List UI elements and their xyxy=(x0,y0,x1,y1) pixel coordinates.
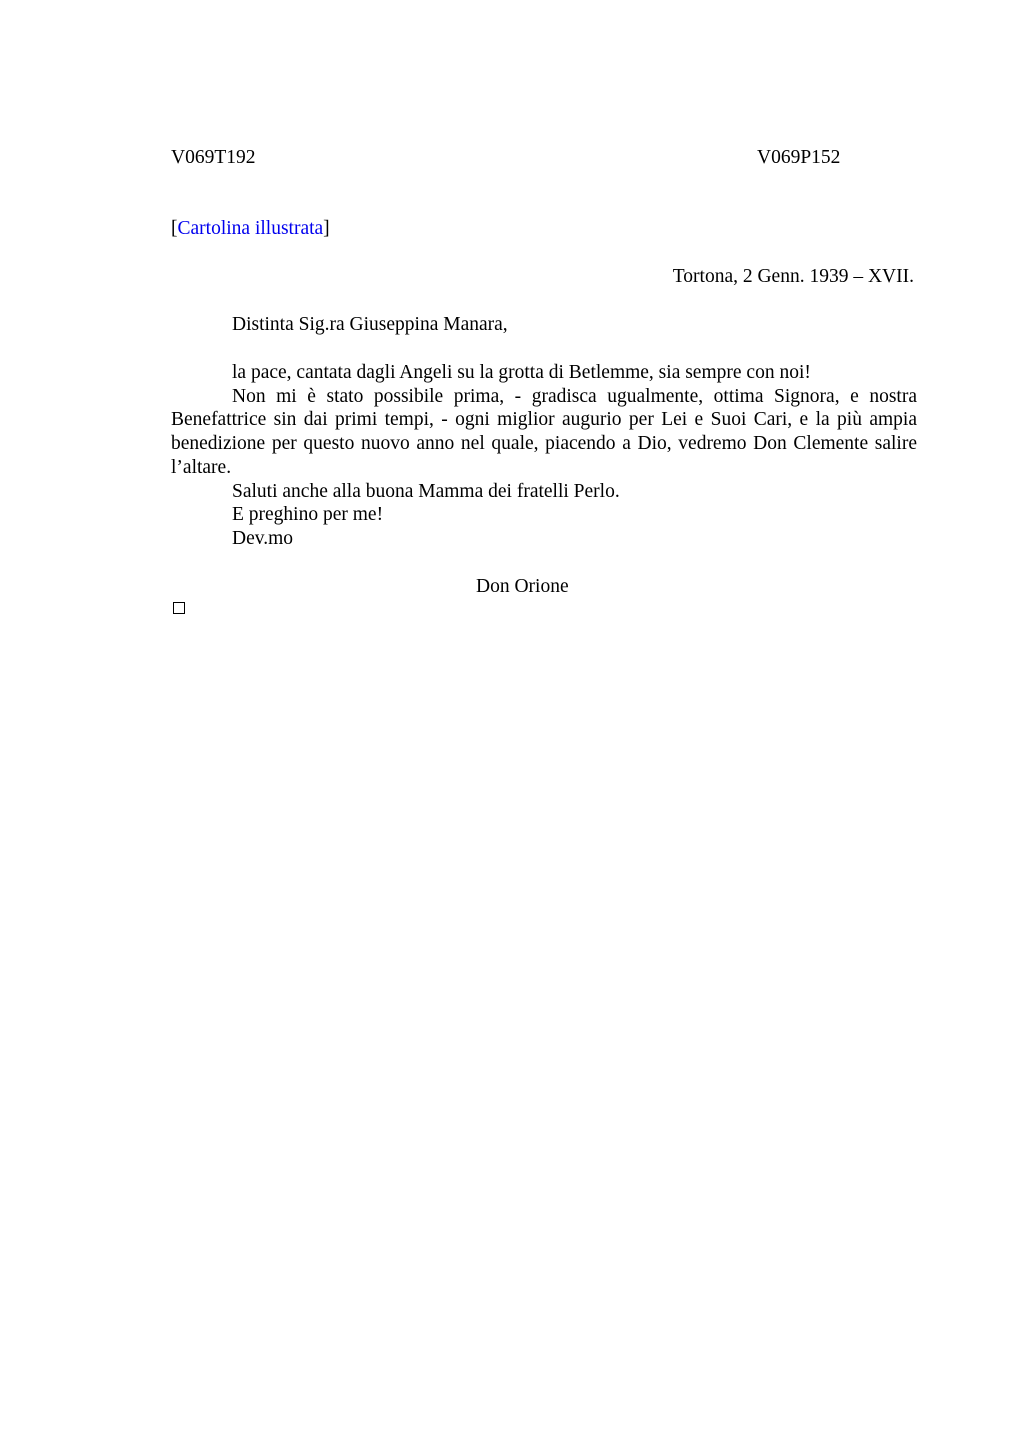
letter-signature: Don Orione xyxy=(476,576,569,597)
letter-body xyxy=(171,361,917,551)
letter-paragraph: Non mi è stato possibile prima, - gradisca ugualmente, ottima Signora, e nostra Benefattrice sin dai primi tempi, - ogni miglior augurio per Lei e Suoi Cari, e la più ampia benedizione per questo nuovo anno nel quale, piacendo a Dio, vedremo Don Clemente salire l’altare. xyxy=(171,385,917,478)
letter-closing: Dev.mo xyxy=(232,527,294,549)
letter-salutation: Distinta Sig.ra Giuseppina Manara, xyxy=(232,314,508,335)
letter-paragraph: E preghino per me! xyxy=(232,504,384,526)
heading-link[interactable]: Cartolina illustrata xyxy=(177,218,324,239)
letter-paragraph: Saluti anche alla buona Mamma dei fratelli Perlo. xyxy=(232,480,620,502)
document-code-right: V069P152 xyxy=(757,147,841,168)
heading-bracket-open: [ xyxy=(171,218,178,239)
document-code-left: V069T192 xyxy=(171,147,256,168)
document-type-heading xyxy=(171,217,330,241)
letter-paragraph: la pace, cantata dagli Angeli su la grotta di Betlemme, sia sempre con noi! xyxy=(232,362,811,383)
heading-bracket-close: ] xyxy=(323,218,330,239)
letter-dateline: Tortona, 2 Genn. 1939 – XVII. xyxy=(672,266,914,287)
end-marker-box-icon xyxy=(173,602,185,614)
